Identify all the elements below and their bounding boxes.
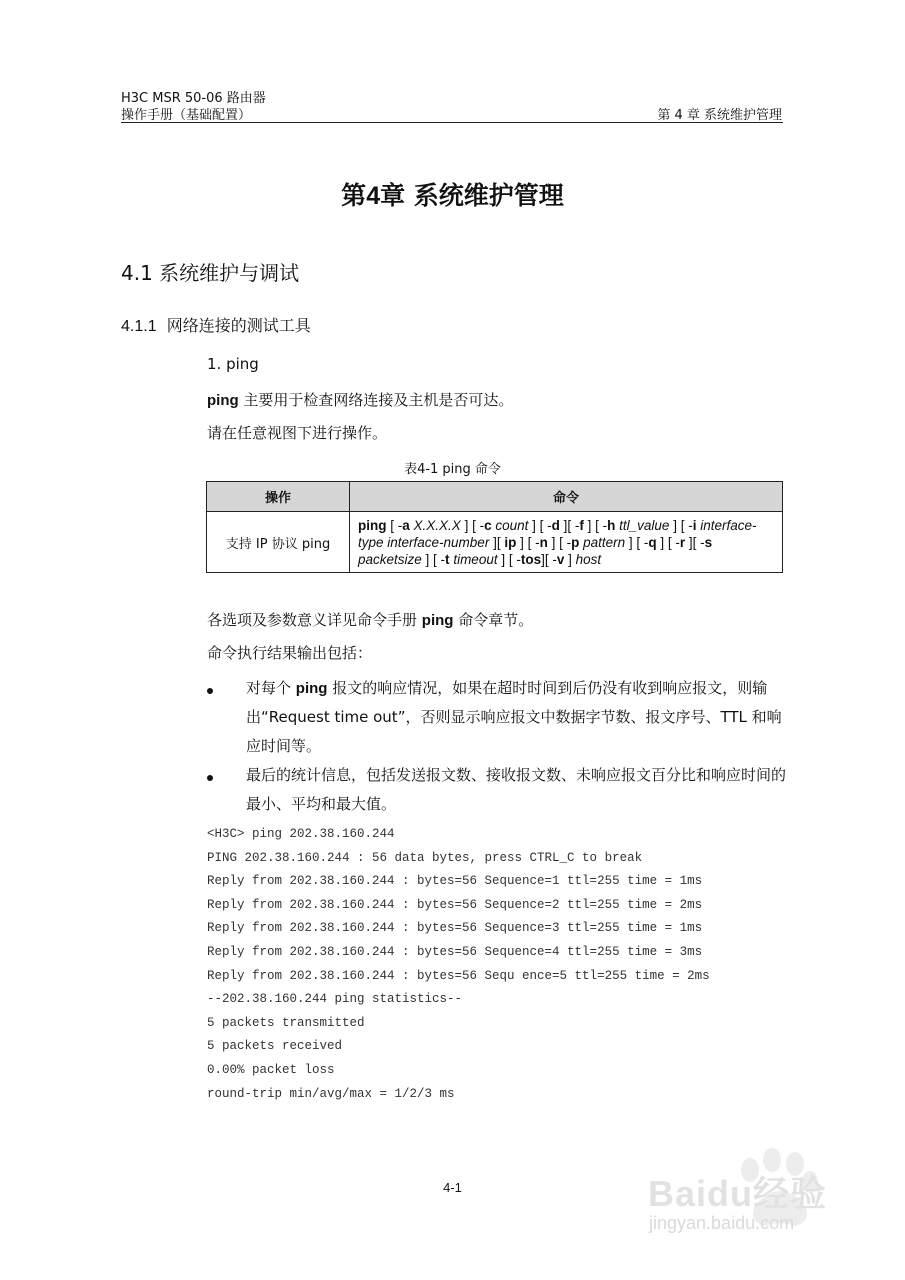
bullet-1-keyword: ping [295, 680, 328, 697]
bullet-dot [207, 688, 213, 694]
header-manual: 操作手册（基础配置） [121, 108, 252, 123]
cell-operation: 支持 IP 协议 ping [207, 512, 350, 573]
section-heading: 4.1 系统维护与调试 [121, 261, 300, 285]
after-table-keyword: ping [421, 612, 454, 629]
bullet-item-2: 最后的统计信息，包括发送报文数、接收报文数、未响应报文百分比和响应时间的最小、平均和最大值。 [246, 766, 787, 813]
item-title: 1. ping [207, 355, 259, 373]
after-table-post: 命令章节。 [453, 611, 534, 629]
chapter-title-number: 4 [366, 182, 381, 210]
instruction-paragraph: 请在任意视图下进行操作。 [207, 424, 388, 442]
header-command: 命令 [350, 482, 783, 512]
chapter-title-prefix: 第 [341, 181, 367, 210]
subsection-heading [121, 313, 311, 336]
code-line: 0.00% packet loss [207, 1062, 335, 1077]
code-line: Reply from 202.38.160.244 : bytes=56 Sequ ence=5 ttl=255 time = 2ms [207, 968, 710, 983]
header-rule [121, 122, 783, 123]
header-product: H3C MSR 50-06 路由器 [121, 91, 266, 106]
code-line: Reply from 202.38.160.244 : bytes=56 Sequence=4 ttl=255 time = 3ms [207, 944, 703, 959]
intro-paragraph [207, 389, 513, 410]
code-block [207, 823, 710, 1106]
chapter-title [0, 176, 905, 212]
subsection-title: 网络连接的测试工具 [156, 316, 311, 335]
code-line: 5 packets received [207, 1039, 343, 1054]
code-line: <H3C> ping 202.38.160.244 [207, 827, 395, 841]
watermark-url: jingyan.baidu.com [649, 1213, 795, 1233]
code-line: round-trip min/avg/max = 1/2/3 ms [207, 1086, 455, 1101]
bullet-1-pre: 对每个 [246, 679, 296, 697]
table-row [207, 512, 783, 573]
cell-command-syntax: ping [ -a X.X.X.X ] [ -c count ] [ -d ][ -f ] [ -h ttl_value ] [ -i interface-type interface-number ][ ip ] [ -n ] [ -p pattern ] [ -q ] [ -r ][ -s packetsize ] [ -t timeout ] [ -tos][ -v ] host [350, 512, 783, 573]
subsection-number: 4.1.1 [121, 318, 157, 335]
code-line: PING 202.38.160.244 : 56 data bytes, press CTRL_C to break [207, 850, 643, 865]
header-chapter-ref: 第 4 章 系统维护管理 [657, 108, 782, 123]
table-caption: 表4-1 ping 命令 [404, 462, 501, 477]
page-number: 4-1 [443, 1180, 462, 1195]
chapter-title-suffix: 章 系统维护管理 [380, 181, 564, 210]
after-table-paragraph [207, 609, 533, 630]
bullet-item-1 [246, 674, 786, 761]
bullet-1-text: 报文的响应情况，如果在超时时间到后仍没有收到响应报文，则输出“Request time out”，否则显示响应报文中数据字节数、报文序号、TTL 和响应时间等。 [246, 679, 782, 755]
code-line: 5 packets transmitted [207, 1015, 365, 1030]
output-intro: 命令执行结果输出包括： [207, 644, 373, 662]
code-line: --202.38.160.244 ping statistics-- [207, 992, 463, 1007]
intro-keyword: ping [207, 392, 239, 409]
bullet-dot [207, 775, 213, 781]
code-line: Reply from 202.38.160.244 : bytes=56 Sequence=2 ttl=255 time = 2ms [207, 897, 703, 912]
code-line: Reply from 202.38.160.244 : bytes=56 Sequence=1 ttl=255 time = 1ms [207, 874, 703, 889]
after-table-pre: 各选项及参数意义详见命令手册 [207, 611, 422, 629]
code-line: Reply from 202.38.160.244 : bytes=56 Sequence=3 ttl=255 time = 1ms [207, 921, 703, 936]
watermark-brand: Baidu经验 [648, 1173, 828, 1214]
command-table [206, 481, 783, 573]
header-operation: 操作 [207, 482, 350, 512]
intro-text: 主要用于检查网络连接及主机是否可达。 [238, 391, 514, 409]
table-header-row [207, 482, 783, 512]
